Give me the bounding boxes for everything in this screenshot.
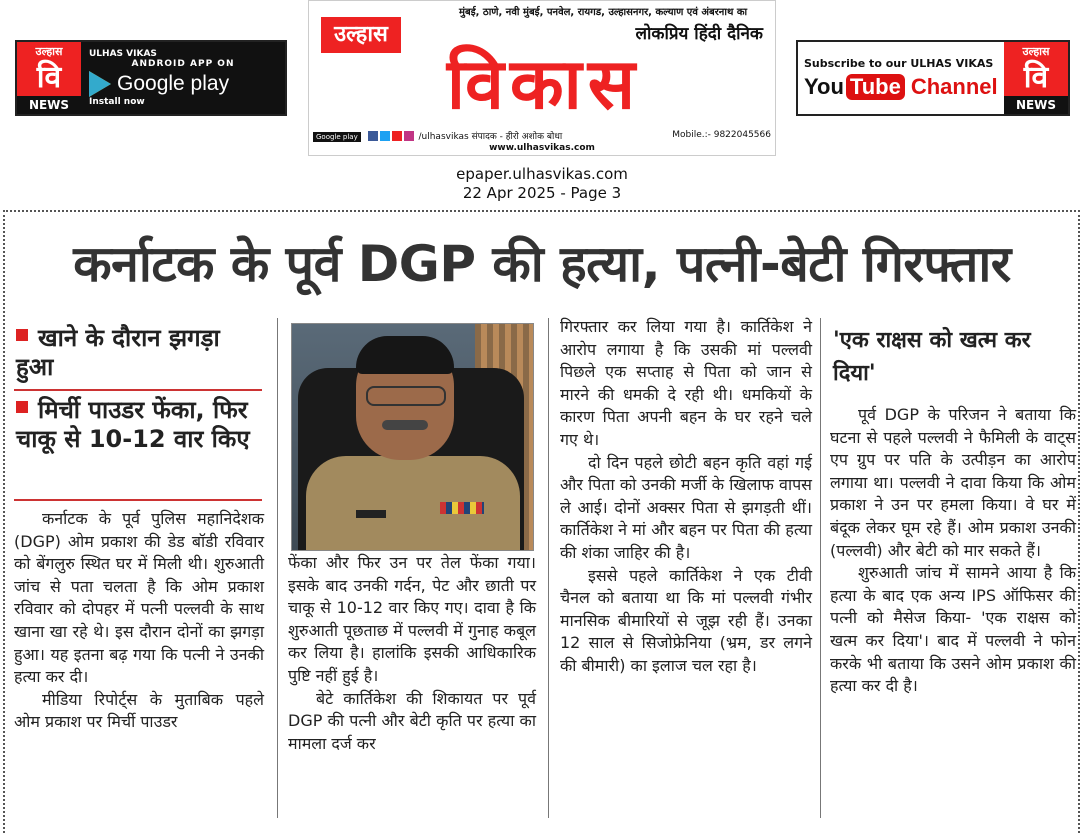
highlight-text: मिर्ची पाउडर फेंका, फिर चाकू से 10-12 वार किए bbox=[16, 396, 250, 453]
paragraph: कर्नाटक के पूर्व पुलिस महानिदेशक (DGP) ओम प्रकाश की डेड बॉडी रविवार को बेंगलुरु स्थित घर में मिली थी। शुरुआती जांच से पता चलता है कि ओम प्रकाश रविवार को दोपहर में पत्नी पल्लवी के साथ खाना खा रहे थे। इस दौरान दोनों का झगड़ा हुआ। यह इतना बढ़ गया कि पत्नी ने उनकी हत्या कर दी। bbox=[14, 509, 264, 687]
bullet-square-icon bbox=[16, 329, 28, 341]
epaper-site[interactable]: epaper.ulhasvikas.com bbox=[456, 165, 628, 183]
article-column-1 bbox=[14, 508, 264, 734]
youtube-channel-label: Channel bbox=[910, 73, 998, 99]
ulhas-vikas-logo-right bbox=[1004, 42, 1068, 114]
subheading: 'एक राक्षस को खत्म कर दिया' bbox=[833, 328, 1031, 386]
highlight-item bbox=[16, 324, 262, 382]
article-column-3 bbox=[560, 316, 812, 678]
badge-brand: ULHAS VIKAS bbox=[89, 49, 157, 59]
facebook-icon[interactable] bbox=[368, 131, 378, 141]
article-headline: कर्नाटक के पूर्व DGP की हत्या, पत्नी-बेटी गिरफ्तार bbox=[73, 235, 1011, 293]
logo-news-text: NEWS bbox=[17, 96, 81, 114]
masthead-info-strip bbox=[313, 127, 771, 143]
newspaper-masthead bbox=[308, 0, 776, 156]
paragraph: गिरफ्तार कर लिया गया है। कार्तिकेश ने आरोप लगाया है कि उसकी मां पल्लवी पिछले एक सप्ताह से पिता को जान से मारने की धमकी दे रही थी। धमकियों के कारण पिता अपनी बहन के घर रहने चले गए थे। bbox=[560, 317, 812, 449]
masthead-mobile: Mobile.:- 9822045566 bbox=[672, 130, 771, 140]
google-play-icon bbox=[89, 71, 111, 97]
paragraph: दो दिन पहले छोटी बहन कृति वहां गई और पिता को उनकी मर्जी के खिलाफ वापस ले आई। दोनों अक्सर पिता से झगड़ती थीं। कार्तिकेश ने मां और बहन पर पिता की हत्या की शंका जाहिर की है। bbox=[560, 452, 812, 562]
masthead-handle: /ulhasvikas संपादक - हीरो अशोक बोधा bbox=[418, 131, 563, 142]
google-play-row bbox=[89, 71, 277, 97]
masthead-cities: मुंबई, ठाणे, नवी मुंबई, पनवेल, रायगड, उल्हासनगर, कल्याण एवं अंबरनाथ का bbox=[459, 7, 748, 18]
paragraph: पूर्व DGP के परिजन ने बताया कि घटना से पहले पल्लवी ने फैमिली के वाट्स एप ग्रुप पर पति के उत्पीड़न का आरोप लगाया था। पल्लवी ने दावा किया कि ओम प्रकाश ने उन पर हमला किया। वे घर में बंदूक लेकर घूम रहे हैं। ओम प्रकाश उनकी (पल्लवी) और बेटी को मार सकते हैं। bbox=[830, 405, 1076, 560]
dgp-portrait-photo bbox=[291, 323, 534, 551]
logo-news-text: NEWS bbox=[1004, 96, 1068, 114]
logo-top-text: उल्हास bbox=[1022, 45, 1050, 58]
masthead-tagline: लोकप्रिय हिंदी दैनिक bbox=[635, 24, 763, 44]
bullet-square-icon bbox=[16, 401, 28, 413]
column-rule bbox=[820, 318, 821, 818]
highlight-divider bbox=[14, 499, 262, 501]
clipping-border-left bbox=[3, 210, 5, 833]
youtube-tube-icon: Tube bbox=[846, 74, 905, 100]
masthead-title: विकास bbox=[446, 43, 642, 125]
mini-google-play-icon[interactable]: Google play bbox=[313, 132, 361, 142]
paragraph: इससे पहले कार्तिकेश ने एक टीवी चैनल को बताया था कि मां पल्लवी गंभीर मानसिक बीमारियों से जूझ रही हैं। उनका 12 साल से सिजोफ्रेनिया (भ्रम, डर लगने की बीमारी) का इलाज चल रहा है। bbox=[560, 565, 812, 675]
google-play-badge[interactable] bbox=[15, 40, 287, 116]
logo-letter: वि bbox=[36, 59, 62, 95]
logo-top-text: उल्हास bbox=[35, 45, 63, 58]
paragraph: मीडिया रिपोर्ट्स के मुताबिक पहले ओम प्रकाश पर मिर्ची पाउडर bbox=[14, 689, 264, 732]
clipping-border-top bbox=[3, 210, 1080, 212]
google-play-text-block bbox=[81, 42, 285, 114]
youtube-logo-row bbox=[804, 74, 998, 100]
masthead-url[interactable]: www.ulhasvikas.com bbox=[489, 143, 595, 153]
highlight-divider bbox=[14, 389, 262, 391]
masthead-social-group bbox=[313, 129, 562, 142]
twitter-icon[interactable] bbox=[380, 131, 390, 141]
instagram-icon[interactable] bbox=[404, 131, 414, 141]
highlight-text: खाने के दौरान झगड़ा हुआ bbox=[16, 324, 220, 381]
youtube-text-block bbox=[798, 53, 1004, 104]
article-column-2 bbox=[288, 552, 536, 755]
youtube-icon[interactable] bbox=[392, 131, 402, 141]
youtube-channel-badge[interactable] bbox=[796, 40, 1070, 116]
install-now-label: Install now bbox=[89, 97, 145, 107]
column-rule bbox=[277, 318, 278, 818]
badge-app-line: ANDROID APP ON bbox=[131, 59, 235, 69]
youtube-you-text: You bbox=[804, 73, 844, 99]
article-column-4 bbox=[830, 404, 1076, 698]
google-play-label: Google play bbox=[117, 72, 230, 95]
masthead-ulhas-label: उल्हास bbox=[321, 17, 401, 53]
paragraph: शुरुआती जांच में सामने आया है कि हत्या के बाद एक अन्य IPS ऑफिसर की पत्नी को मैसेज किया- 'एक राक्षस को खत्म कर दिया'। बाद में पल्लवी ने फोन करके भी बताया कि उसने ओम प्रकाश की हत्या कर दी है। bbox=[830, 563, 1076, 696]
highlight-item bbox=[16, 396, 262, 454]
logo-letter: वि bbox=[1023, 59, 1049, 95]
clipping-border-right bbox=[1078, 210, 1080, 833]
paragraph: बेटे कार्तिकेश की शिकायत पर पूर्व DGP की पत्नी और बेटी कृति पर हत्या का मामला दर्ज कर bbox=[288, 688, 536, 753]
ulhas-vikas-logo bbox=[17, 42, 81, 114]
edition-date: 22 Apr 2025 - Page 3 bbox=[462, 184, 622, 202]
subscribe-label: Subscribe to our ULHAS VIKAS bbox=[804, 56, 994, 70]
paragraph: फेंका और फिर उन पर तेल फेंका गया। इसके बाद उनकी गर्दन, पेट और छाती पर चाकू से 10-12 वार किए गए। दावा है कि शुरुआती पूछताछ में पल्लवी में गुनाह कबूल कर लिया है। हालांकि इसकी आधिकारिक पुष्टि नहीं हुई है। bbox=[288, 553, 536, 685]
column-rule bbox=[548, 318, 549, 818]
